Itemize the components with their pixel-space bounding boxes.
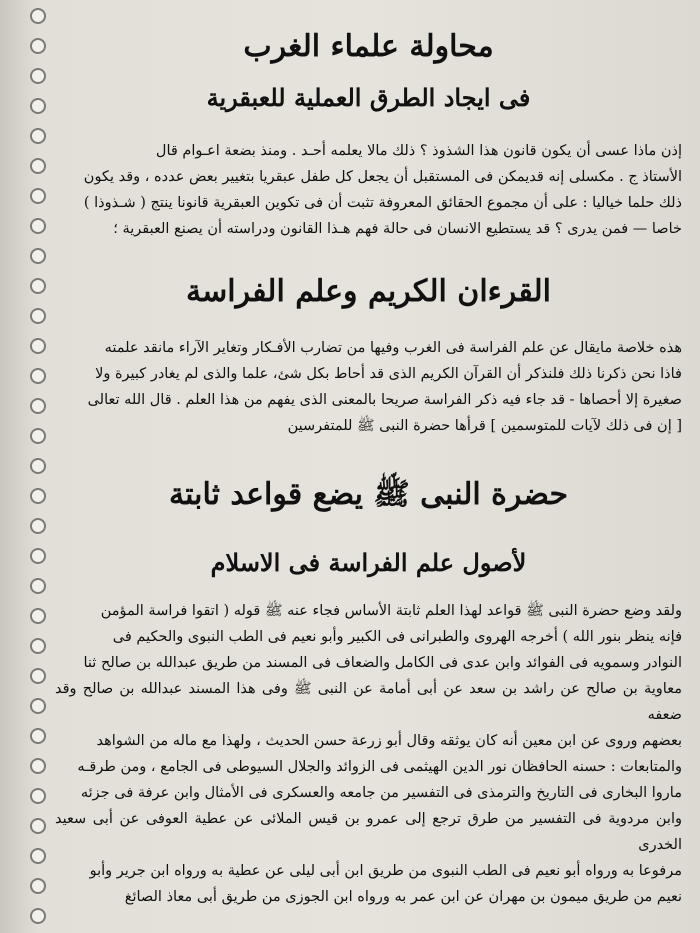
binding-hole	[30, 488, 46, 504]
heading-sub: لأصول علم الفراسة فى الاسلام	[210, 548, 527, 577]
text-line: ماروا البخارى فى التاريخ والترمذى فى التفسير من جامعه والعسكرى فى الأمثال وابن عرفة فى جزئه	[80, 785, 682, 801]
text-line: فاذا نحن ذكرنا ذلك فلنذكر أن القرآن الكريم الذى قد أحاط بكل شئ، علما والذى لم يغادر كبيرة ولا	[95, 366, 682, 382]
binding-hole	[30, 698, 46, 714]
binding-hole	[30, 638, 46, 654]
binding-hole	[30, 308, 46, 324]
text-line: إذن ماذا عسى أن يكون قانون هذا الشذوذ ؟ ذلك مالا يعلمه أحـد . ومنذ بضعة اعـوام قال	[155, 143, 682, 159]
paragraph-2	[55, 335, 682, 439]
binding-hole	[30, 578, 46, 594]
binding-hole	[30, 248, 46, 264]
text-line: هذه خلاصة مايقال عن علم الفراسة فى الغرب وفيها من تضارب الأفـكار وتغاير الآراء مانقد علمته	[104, 340, 682, 356]
text-line: الأستاذ ج . مكسلى إنه قديمكن فى المستقبل أن يجعل كل طفل عبقريا بتغيير بعض عدده ، وقد يكون	[83, 169, 682, 185]
binding-hole	[30, 128, 46, 144]
text-line: وابن مردوية فى التفسير من طرق ترجع إلى عمرو بن قيس الملائى عن عطية العوفى عن أبى سعيد الخدرى	[55, 811, 682, 853]
text-line: والمتابعات : حسنه الحافظان نور الدين الهيثمى فى الزوائد والجلال السيوطى فى الجامع ، ومن طرقـه	[77, 759, 682, 775]
text-line: ولقد وضع حضرة النبى ﷺ قواعد لهذا العلم ثابتة الأساس فجاء عنه ﷺ قوله ( اتقوا فراسة المؤمن	[100, 603, 682, 619]
text-line: نعيم من طريق ميمون بن مهران عن ابن عمر به ورواه ابن الجوزى من طريق أبى معاذ الصائغ	[124, 889, 682, 905]
binding-hole	[30, 878, 46, 894]
binding-hole	[30, 728, 46, 744]
text-line: بعضهم وروى عن ابن معين أنه كان يوثقه وقال أبو زرعة حسن الحديث ، ولهذا مع ماله من الشواهد	[96, 733, 682, 749]
binding-hole	[30, 848, 46, 864]
binding-hole	[30, 458, 46, 474]
text-line: النوادر وسمويه فى الفوائد وابن عدى فى الكامل والضعاف فى المسند من طريق عبدالله بن صالح ثنا	[83, 655, 682, 671]
spiral-binding	[30, 0, 44, 933]
text-line: صغيرة إلا أحصاها - قد جاء فيه ذكر الفراسة صريحا بالمعنى الذى يفهم من هذا العلم . قال الله تعالى	[87, 392, 682, 408]
binding-hole	[30, 158, 46, 174]
heading-sub: فى ايجاد الطرق العملية للعبقرية	[206, 83, 531, 112]
binding-hole	[30, 608, 46, 624]
binding-hole	[30, 368, 46, 384]
binding-hole	[30, 8, 46, 24]
binding-hole	[30, 38, 46, 54]
text-line: معاوية بن صالح عن راشد بن سعد عن أبى أمامة عن النبى ﷺ وفى هذا المسند عبدالله بن صالح وقد ضعفه	[55, 681, 682, 723]
binding-hole	[30, 188, 46, 204]
binding-hole	[30, 788, 46, 804]
binding-hole	[30, 428, 46, 444]
heading-section: القرءان الكريم وعلم الفراسة	[186, 274, 551, 309]
text-line: [ إن فى ذلك لآيات للمتوسمين ] قرأها حضرة النبى ﷺ للمتفرسين	[287, 418, 682, 434]
paragraph-3	[55, 598, 682, 910]
paragraph-1	[55, 138, 682, 242]
binding-hole	[30, 338, 46, 354]
binding-hole	[30, 668, 46, 684]
heading-main: محاولة علماء الغرب	[243, 29, 494, 64]
binding-hole	[30, 278, 46, 294]
binding-hole	[30, 98, 46, 114]
binding-hole	[30, 68, 46, 84]
binding-hole	[30, 908, 46, 924]
binding-hole	[30, 548, 46, 564]
binding-hole	[30, 518, 46, 534]
text-area	[55, 0, 682, 933]
text-line: ذلك حلما خياليا : على أن مجموع الحقائق المعروفة تثبت أن فى تكوين العبقرية قانونا ينتج ( شـذوذا )	[83, 195, 682, 211]
text-line: خاصا — فمن يدرى ؟ قد يستطيع الانسان فى حالة فهم هـذا القانون ودراسته أن يصنع العبقرية ؛	[113, 221, 682, 237]
text-line: فإنه ينظر بنور الله ) أخرجه الهروى والطبرانى فى الكبير وأبو نعيم فى الطب النبوى والحكيم فى	[112, 629, 682, 645]
binding-hole	[30, 818, 46, 834]
text-line: مرفوعا به ورواه أبو نعيم فى الطب النبوى من طريق ابن أبى ليلى عن عطية به ورواه ابن جرير وأبو	[89, 863, 682, 879]
binding-hole	[30, 218, 46, 234]
binding-hole	[30, 758, 46, 774]
heading-section: حضرة النبى ﷺ يضع قواعد ثابتة	[168, 477, 568, 512]
binding-hole	[30, 398, 46, 414]
